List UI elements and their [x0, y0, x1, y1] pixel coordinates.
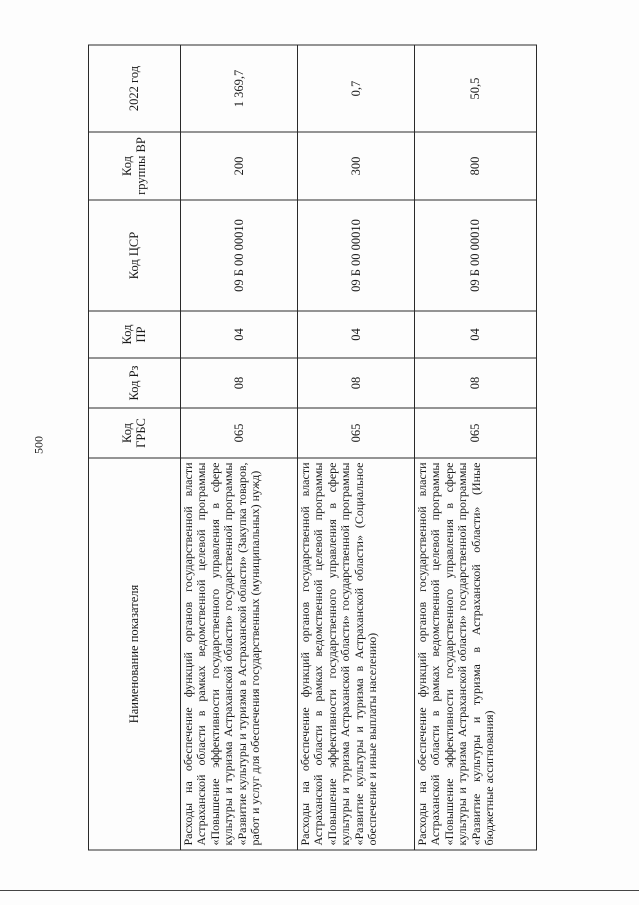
cell-csr: 09 Б 00 00010	[298, 200, 415, 311]
cell-pr: 04	[298, 311, 415, 358]
page-number: 500	[31, 436, 46, 454]
cell-name: Расходы на обеспечение функций органов государственной власти Астраханской области в рамках ведомственной целевой программы «Повышение эффективности государственного управления в сфере культуры и туризма Астраханской области» государственной программы «Развитие культуры и туризма в Астраханской области» (Закупка товаров, работ и услуг для обеспечения государственных (муниципальных) нужд)	[181, 458, 298, 850]
cell-vr: 300	[298, 132, 415, 200]
header-vr: Код группы ВР	[89, 132, 181, 200]
cell-grbs: 065	[181, 408, 298, 458]
cell-vr: 200	[181, 132, 298, 200]
rotated-table-frame	[88, 45, 536, 850]
cell-year: 50,5	[415, 45, 537, 132]
cell-pr: 04	[415, 311, 537, 358]
header-rz: Код Рз	[89, 358, 181, 408]
header-year: 2022 год	[89, 45, 181, 132]
footer-divider	[0, 890, 639, 891]
cell-year: 1 369,7	[181, 45, 298, 132]
table-row	[415, 45, 537, 850]
cell-grbs: 065	[415, 408, 537, 458]
cell-year: 0,7	[298, 45, 415, 132]
cell-name: Расходы на обеспечение функций органов государственной власти Астраханской области в рамках ведомственной целевой программы «Повышение эффективности государственного управления в сфере культуры и туризма Астраханской области» государственной программы «Развитие культуры и туризма в Астраханской области» (Иные бюджетные ассигнования)	[415, 458, 537, 850]
header-grbs: Код ГРБС	[89, 408, 181, 458]
budget-table	[88, 44, 537, 850]
cell-csr: 09 Б 00 00010	[415, 200, 537, 311]
cell-pr: 04	[181, 311, 298, 358]
cell-name: Расходы на обеспечение функций органов государственной власти Астраханской области в рамках ведомственной целевой программы «Повышение эффективности государственного управления в сфере культуры и туризма Астраханской области» государственной программы «Развитие культуры и туризма в Астраханской области» (Социальное обеспечение и иные выплаты населению)	[298, 458, 415, 850]
cell-rz: 08	[181, 358, 298, 408]
header-name: Наименование показателя	[89, 458, 181, 850]
table-header-row	[89, 45, 181, 850]
cell-rz: 08	[298, 358, 415, 408]
table-row	[181, 45, 298, 850]
header-csr: Код ЦСР	[89, 200, 181, 311]
cell-csr: 09 Б 00 00010	[181, 200, 298, 311]
header-pr: Код ПР	[89, 311, 181, 358]
budget-table-container	[88, 45, 536, 850]
cell-rz: 08	[415, 358, 537, 408]
cell-grbs: 065	[298, 408, 415, 458]
cell-vr: 800	[415, 132, 537, 200]
table-row	[298, 45, 415, 850]
